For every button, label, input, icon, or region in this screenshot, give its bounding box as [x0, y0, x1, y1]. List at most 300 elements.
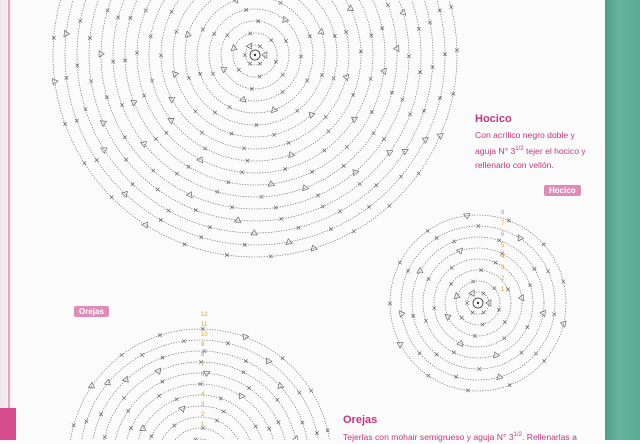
single-crochet-stitch — [452, 351, 456, 355]
single-crochet-stitch — [449, 5, 453, 9]
row-number-label: 2 — [201, 412, 205, 418]
single-crochet-stitch — [156, 188, 160, 192]
increase-stitch — [246, 43, 254, 51]
single-crochet-stitch — [358, 182, 362, 186]
single-crochet-stitch — [258, 62, 262, 66]
single-crochet-stitch — [198, 72, 202, 76]
single-crochet-stitch — [401, 98, 405, 102]
increase-stitch — [131, 98, 138, 106]
increase-stitch — [287, 151, 295, 158]
single-crochet-stitch — [526, 325, 530, 329]
row-number-label: 11 — [201, 322, 208, 328]
single-crochet-stitch — [323, 149, 327, 153]
single-crochet-stitch — [161, 356, 165, 360]
row-number-label: 7 — [201, 362, 205, 368]
single-crochet-stitch — [301, 421, 305, 425]
single-crochet-stitch — [552, 312, 556, 316]
single-crochet-stitch — [267, 427, 271, 431]
single-crochet-stitch — [309, 389, 313, 393]
single-crochet-stitch — [152, 169, 156, 173]
single-crochet-stitch — [279, 1, 283, 5]
increase-stitch — [233, 0, 241, 4]
increase-stitch — [179, 406, 187, 413]
hocico-instructions — [475, 128, 600, 172]
single-crochet-stitch — [316, 194, 320, 198]
single-crochet-stitch — [126, 409, 130, 413]
single-crochet-stitch — [272, 133, 276, 137]
single-crochet-stitch — [374, 184, 378, 188]
single-crochet-stitch — [482, 311, 486, 315]
increase-stitch — [169, 95, 177, 103]
single-crochet-stitch — [72, 423, 76, 427]
stitch-round — [197, 0, 313, 113]
increase-stitch — [350, 114, 358, 122]
single-crochet-stitch — [85, 420, 89, 424]
stitch-round — [146, 406, 254, 440]
single-crochet-stitch — [388, 204, 392, 208]
single-crochet-stitch — [199, 235, 203, 239]
single-crochet-stitch — [455, 49, 459, 53]
single-crochet-stitch — [129, 426, 133, 430]
single-crochet-stitch — [298, 391, 302, 395]
single-crochet-stitch — [219, 397, 223, 401]
row-number-label: 9 — [201, 342, 205, 348]
hocico-line-3: rellenarlo con vellón. — [475, 159, 554, 170]
increase-stitch — [436, 131, 443, 139]
single-crochet-stitch — [435, 353, 439, 357]
increase-stitch — [417, 267, 425, 275]
single-crochet-stitch — [175, 30, 179, 34]
increase-stitch — [454, 293, 461, 301]
single-crochet-stitch — [194, 110, 198, 114]
single-crochet-stitch — [260, 195, 264, 199]
increase-stitch — [99, 51, 104, 57]
single-crochet-stitch — [129, 16, 133, 20]
single-crochet-stitch — [63, 122, 67, 126]
increase-stitch — [400, 147, 408, 155]
stitch-round — [125, 0, 385, 185]
single-crochet-stitch — [83, 161, 87, 165]
single-crochet-stitch — [269, 38, 273, 42]
single-crochet-stitch — [308, 34, 312, 38]
stitch-round — [157, 417, 243, 440]
single-crochet-stitch — [165, 131, 169, 135]
row-number-label: 8 — [501, 210, 505, 216]
row-number-label: 6 — [201, 372, 205, 378]
single-crochet-stitch — [84, 107, 88, 111]
single-crochet-stitch — [158, 333, 162, 337]
single-crochet-stitch — [452, 240, 456, 244]
increase-stitch — [64, 30, 70, 37]
single-crochet-stitch — [372, 131, 376, 135]
single-crochet-stitch — [296, 109, 300, 113]
increase-stitch — [173, 70, 179, 77]
single-crochet-stitch — [281, 73, 285, 77]
increase-stitch — [346, 5, 353, 13]
increase-stitch — [276, 383, 284, 391]
row-number-label: 3 — [501, 265, 505, 271]
single-crochet-stitch — [172, 424, 176, 428]
single-crochet-stitch — [120, 103, 124, 107]
row-number-label: 8 — [201, 352, 205, 358]
hocico-tag: Hocico — [544, 185, 581, 196]
single-crochet-stitch — [332, 77, 336, 81]
single-crochet-stitch — [116, 16, 120, 20]
single-crochet-stitch — [427, 374, 431, 378]
increase-stitch — [445, 312, 452, 320]
single-crochet-stitch — [110, 195, 114, 199]
single-crochet-stitch — [277, 421, 281, 425]
single-crochet-stitch — [351, 93, 355, 97]
orejas-title: Orejas — [343, 414, 378, 426]
stitch-round — [80, 340, 320, 440]
single-crochet-stitch — [159, 54, 163, 58]
single-crochet-stitch — [546, 269, 550, 273]
orejas-tag: Orejas — [74, 306, 109, 317]
single-crochet-stitch — [482, 292, 486, 296]
row-number-label: 4 — [201, 392, 205, 398]
single-crochet-stitch — [242, 370, 246, 374]
single-crochet-stitch — [473, 334, 477, 338]
single-crochet-stitch — [476, 224, 480, 228]
hocico-line-1: Con acrílico negro doble y — [475, 130, 575, 140]
single-crochet-stitch — [471, 311, 475, 315]
single-crochet-stitch — [212, 32, 216, 36]
single-crochet-stitch — [506, 288, 510, 292]
single-crochet-stitch — [424, 319, 428, 323]
single-crochet-stitch — [528, 283, 532, 287]
single-crochet-stitch — [283, 167, 287, 171]
single-crochet-stitch — [222, 410, 226, 414]
increase-stitch — [262, 52, 267, 58]
single-crochet-stitch — [407, 54, 411, 58]
single-crochet-stitch — [465, 301, 469, 305]
single-crochet-stitch — [258, 45, 262, 49]
single-crochet-stitch — [497, 239, 501, 243]
single-crochet-stitch — [281, 90, 285, 94]
stitch-round — [185, 0, 325, 125]
single-crochet-stitch — [342, 164, 346, 168]
single-crochet-stitch — [503, 320, 507, 324]
single-crochet-stitch — [182, 339, 186, 343]
row-number-label: 1 — [201, 422, 205, 428]
single-crochet-stitch — [310, 170, 314, 174]
single-crochet-stitch — [88, 36, 92, 40]
hocico-line-2-start: aguja N° 3 — [475, 145, 516, 156]
single-crochet-stitch — [494, 261, 498, 265]
increase-stitch — [123, 376, 131, 384]
single-crochet-stitch — [503, 336, 507, 340]
single-crochet-stitch — [398, 261, 402, 265]
single-crochet-stitch — [406, 269, 410, 273]
row-number-label: 3 — [201, 402, 205, 408]
single-crochet-stitch — [187, 165, 191, 169]
hocico-title: Hocico — [475, 113, 512, 125]
single-crochet-stitch — [161, 380, 165, 384]
single-crochet-stitch — [320, 73, 324, 77]
single-crochet-stitch — [449, 282, 453, 286]
increase-stitch — [251, 230, 257, 235]
single-crochet-stitch — [244, 359, 248, 363]
single-crochet-stitch — [454, 375, 458, 379]
single-crochet-stitch — [175, 172, 179, 176]
single-crochet-stitch — [95, 158, 99, 162]
hocico-crochet-chart — [388, 210, 566, 392]
row-number-label: 2 — [501, 276, 505, 282]
single-crochet-stitch — [187, 76, 191, 80]
single-crochet-stitch — [149, 35, 153, 39]
single-crochet-stitch — [507, 219, 511, 223]
single-crochet-stitch — [237, 68, 241, 72]
single-crochet-stitch — [183, 243, 187, 247]
single-crochet-stitch — [388, 302, 392, 306]
magic-ring-center — [477, 302, 479, 304]
single-crochet-stitch — [390, 91, 394, 95]
single-crochet-stitch — [120, 353, 124, 357]
stitch-round — [89, 0, 421, 221]
single-crochet-stitch — [123, 136, 127, 140]
single-crochet-stitch — [243, 53, 247, 57]
increase-stitch — [399, 9, 406, 17]
single-crochet-stitch — [201, 28, 205, 32]
single-crochet-stitch — [226, 342, 230, 346]
increase-stitch — [394, 45, 399, 52]
stitch-round — [53, 0, 457, 257]
single-crochet-stitch — [466, 389, 470, 393]
increase-stitch — [142, 220, 150, 228]
stitch-round — [101, 0, 409, 209]
increase-stitch — [197, 155, 205, 162]
stitch-round — [91, 351, 309, 440]
single-crochet-stitch — [254, 425, 258, 429]
stitch-round — [113, 0, 397, 197]
single-crochet-stitch — [435, 236, 439, 240]
single-crochet-stitch — [216, 190, 220, 194]
single-crochet-stitch — [170, 10, 174, 14]
single-crochet-stitch — [106, 9, 110, 13]
orejas-instructions — [343, 428, 605, 444]
stitch-round — [137, 0, 373, 173]
single-crochet-stitch — [131, 182, 135, 186]
single-crochet-stitch — [408, 112, 412, 116]
row-number-label: 5 — [501, 243, 505, 249]
single-crochet-stitch — [321, 205, 325, 209]
single-crochet-stitch — [175, 398, 179, 402]
single-crochet-stitch — [418, 351, 422, 355]
row-number-label: 6 — [501, 232, 505, 238]
single-crochet-stitch — [211, 72, 215, 76]
single-crochet-stitch — [427, 277, 431, 281]
single-crochet-stitch — [508, 383, 512, 387]
single-crochet-stitch — [79, 19, 83, 23]
increase-stitch — [155, 368, 163, 375]
increase-stitch — [515, 235, 523, 243]
single-crochet-stitch — [228, 105, 232, 109]
single-crochet-stitch — [305, 79, 309, 83]
single-crochet-stitch — [370, 110, 374, 114]
stitch-round — [168, 428, 232, 440]
row-number-label: 1 — [501, 287, 505, 293]
single-crochet-stitch — [492, 286, 496, 290]
increase-stitch — [264, 358, 272, 366]
single-crochet-stitch — [154, 137, 158, 141]
single-crochet-stitch — [103, 435, 107, 439]
single-crochet-stitch — [417, 172, 421, 176]
single-crochet-stitch — [345, 145, 349, 149]
hocico-line-2-end: tejer el hocico y — [523, 145, 586, 156]
single-crochet-stitch — [124, 158, 128, 162]
increase-stitch — [469, 290, 477, 298]
single-crochet-stitch — [426, 229, 430, 233]
single-crochet-stitch — [89, 79, 93, 83]
increase-stitch — [270, 106, 278, 113]
single-crochet-stitch — [520, 351, 524, 355]
single-crochet-stitch — [150, 434, 154, 438]
increase-stitch — [88, 382, 96, 390]
single-crochet-stitch — [333, 34, 337, 38]
single-crochet-stitch — [422, 109, 426, 113]
single-crochet-stitch — [258, 75, 262, 79]
single-crochet-stitch — [382, 137, 386, 141]
increase-stitch — [285, 238, 292, 244]
single-crochet-stitch — [230, 132, 234, 136]
increase-stitch — [399, 310, 405, 317]
single-crochet-stitch — [150, 79, 154, 83]
single-crochet-stitch — [542, 243, 546, 247]
increase-stitch — [456, 248, 464, 255]
single-crochet-stitch — [329, 227, 333, 231]
stitch-round — [135, 395, 265, 440]
single-crochet-stitch — [534, 352, 538, 356]
row-number-label: 7 — [501, 221, 505, 227]
single-crochet-stitch — [144, 9, 148, 13]
increase-stitch — [317, 28, 324, 36]
single-crochet-stitch — [105, 96, 109, 100]
single-crochet-stitch — [386, 3, 390, 7]
single-crochet-stitch — [542, 359, 546, 363]
single-crochet-stitch — [460, 316, 464, 320]
single-crochet-stitch — [167, 209, 171, 213]
single-crochet-stitch — [194, 208, 198, 212]
single-crochet-stitch — [215, 419, 219, 423]
single-crochet-stitch — [297, 226, 301, 230]
increase-stitch — [241, 334, 249, 341]
single-crochet-stitch — [352, 229, 356, 233]
single-crochet-stitch — [481, 323, 485, 327]
increase-stitch — [221, 65, 228, 73]
row-number-label: 10 — [201, 332, 208, 338]
increase-stitch — [186, 190, 194, 197]
orejas-crochet-chart — [69, 312, 331, 440]
single-crochet-stitch — [327, 130, 331, 134]
increase-stitch — [350, 168, 358, 176]
hocico-line-2 — [475, 142, 600, 158]
row-number-label: 5 — [201, 382, 205, 388]
orejas-line-1-end: . Rellenarlas a — [521, 431, 577, 442]
single-crochet-stitch — [433, 306, 437, 310]
increase-stitch — [140, 425, 148, 433]
increase-stitch — [486, 300, 491, 306]
single-crochet-stitch — [338, 210, 342, 214]
single-crochet-stitch — [284, 39, 288, 43]
orejas-line-1-start: Tejerlas con mohair semigrueso y aguja N° 3 — [343, 431, 514, 442]
single-crochet-stitch — [370, 34, 374, 38]
single-crochet-stitch — [315, 431, 319, 435]
row-number-label: 4 — [501, 254, 505, 260]
single-crochet-stitch — [247, 386, 251, 390]
single-crochet-stitch — [274, 60, 278, 64]
increase-stitch — [380, 67, 386, 74]
single-crochet-stitch — [142, 94, 146, 98]
single-crochet-stitch — [99, 412, 103, 416]
increase-stitch — [100, 119, 107, 127]
single-crochet-stitch — [478, 367, 482, 371]
increase-stitch — [237, 393, 245, 401]
hocico-needle-fraction: 1/2 — [515, 146, 524, 152]
increase-stitch — [457, 339, 465, 346]
single-crochet-stitch — [208, 225, 212, 229]
single-crochet-stitch — [276, 398, 280, 402]
row-number-label: 12 — [201, 312, 208, 318]
increase-stitch — [343, 73, 349, 80]
single-crochet-stitch — [533, 267, 537, 271]
single-crochet-stitch — [399, 175, 403, 179]
single-crochet-stitch — [324, 115, 328, 119]
increase-stitch — [52, 78, 58, 85]
increase-stitch — [307, 110, 315, 118]
single-crochet-stitch — [140, 353, 144, 357]
single-crochet-stitch — [367, 205, 371, 209]
increase-stitch — [231, 45, 238, 53]
single-crochet-stitch — [226, 33, 230, 37]
single-crochet-stitch — [76, 64, 80, 68]
single-crochet-stitch — [122, 396, 126, 400]
single-crochet-stitch — [75, 119, 79, 123]
head-crochet-chart — [52, 0, 459, 258]
single-crochet-stitch — [213, 111, 217, 115]
increase-stitch — [540, 309, 546, 316]
single-crochet-stitch — [450, 266, 454, 270]
single-crochet-stitch — [369, 77, 373, 81]
increase-stitch — [122, 189, 130, 197]
magic-ring-center — [254, 54, 256, 56]
single-crochet-stitch — [159, 218, 163, 222]
single-crochet-stitch — [248, 62, 252, 66]
single-crochet-stitch — [279, 217, 283, 221]
single-crochet-stitch — [157, 394, 161, 398]
single-crochet-stitch — [287, 141, 291, 145]
increase-stitch — [301, 184, 309, 191]
single-crochet-stitch — [451, 92, 455, 96]
increase-stitch — [105, 379, 113, 387]
single-crochet-stitch — [281, 356, 285, 360]
increase-stitch — [397, 340, 405, 348]
increase-stitch — [268, 180, 275, 186]
orejas-needle-fraction: 1/2 — [513, 432, 522, 438]
stitch-round — [124, 384, 276, 440]
stitch-round — [65, 0, 445, 245]
single-crochet-stitch — [497, 308, 501, 312]
increase-stitch — [421, 135, 428, 143]
single-crochet-stitch — [200, 131, 204, 135]
increase-stitch — [385, 148, 393, 156]
single-crochet-stitch — [203, 147, 207, 151]
single-crochet-stitch — [428, 21, 432, 25]
single-crochet-stitch — [240, 170, 244, 174]
increase-stitch — [235, 217, 242, 223]
single-crochet-stitch — [135, 51, 139, 55]
increase-stitch — [168, 116, 176, 124]
